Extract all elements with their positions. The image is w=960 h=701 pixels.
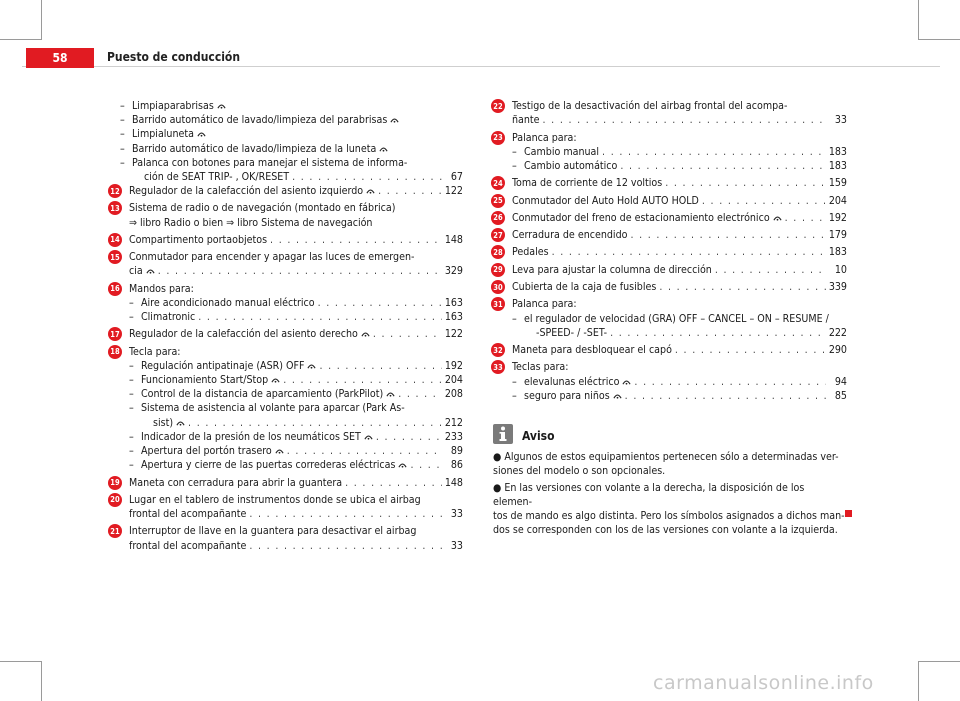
leader-dots — [292, 170, 442, 184]
watermark: carmanualsonline.info — [653, 672, 874, 694]
crop-mark — [0, 39, 42, 40]
crop-mark — [918, 661, 919, 701]
aviso-paragraph — [493, 481, 845, 537]
wiper-icon — [214, 99, 226, 113]
aviso-line: tos de mando es algo distinta. Pero los símbolos asignados a dichos man- — [493, 510, 845, 522]
page-ref[interactable]: 208 — [444, 388, 463, 401]
entry-text: Conmutador para encender y apagar las luces de emergen- — [129, 251, 415, 264]
entry-text: seguro para niños — [524, 389, 610, 402]
entry-text: Compartimento portaobjetos — [129, 233, 268, 246]
entry-line: – Limpiaparabrisas — [132, 99, 463, 113]
callout-number: 22 — [491, 99, 505, 113]
entry-line — [129, 216, 463, 230]
entry-text: Cerradura de encendido — [512, 229, 628, 242]
page-ref[interactable]: 192 — [828, 211, 847, 224]
entry-text: Limpiaparabrisas — [132, 100, 214, 112]
tire-pressure-icon — [361, 430, 373, 444]
entry-text: Teclas para: — [512, 361, 569, 374]
page-ref[interactable]: 163 — [444, 311, 463, 323]
page-ref[interactable]: 122 — [444, 328, 463, 341]
entry-line — [512, 176, 847, 190]
entry-text: cia — [129, 265, 143, 278]
entry-line: – Palanca con botones para manejar el sistema de informa- — [120, 156, 408, 169]
page-ref[interactable]: 204 — [444, 374, 463, 386]
entry-line — [512, 113, 847, 127]
callout-number: 25 — [491, 194, 505, 208]
washer-icon — [387, 113, 399, 127]
leader-dots — [634, 375, 826, 389]
entry-text: Cambio manual — [524, 145, 600, 158]
entry-text: Maneta para desbloquear el capó — [512, 344, 672, 356]
asr-icon — [304, 359, 316, 373]
entry-line: – Cambio automático . . . 183 — [524, 159, 847, 173]
entry-text: Palanca con botones para manejar el sistema de informa- — [132, 156, 408, 169]
crop-mark — [918, 0, 919, 40]
leader-dots — [702, 194, 826, 208]
leader-dots — [158, 264, 442, 278]
entry-text: frontal del acompañante — [129, 508, 247, 520]
leader-dots — [283, 373, 442, 387]
entry-text: Apertura del portón trasero — [141, 445, 272, 457]
page-title: Puesto de conducción — [107, 50, 241, 64]
entry-line — [129, 345, 463, 359]
entry-text: Climatronic — [141, 311, 196, 323]
entry-text: Conmutador del Auto Hold AUTO HOLD — [512, 194, 699, 207]
callout-number: 30 — [491, 280, 505, 294]
callout-number: 31 — [491, 297, 505, 311]
page-ref[interactable]: 67 — [450, 171, 463, 183]
callout-number: 32 — [491, 343, 505, 357]
leader-dots — [398, 387, 442, 401]
page-number: 58 — [26, 48, 94, 68]
page-ref[interactable]: 159 — [828, 177, 847, 190]
info-icon — [493, 424, 513, 444]
rear-washer-icon — [376, 142, 388, 156]
entry-line — [129, 250, 463, 264]
sliding-door-icon — [395, 458, 407, 472]
entry-line: – Funcionamiento Start/Stop . . . 204 — [141, 373, 463, 387]
entry-text: sist) — [153, 416, 174, 429]
entry-line — [512, 131, 847, 145]
page-ref[interactable]: 233 — [444, 430, 463, 443]
callout-number: 33 — [491, 360, 505, 374]
leader-dots — [543, 113, 826, 127]
entry-line: – el regulador de velocidad (GRA) OFF – CANCEL – ON – RESUME / — [512, 312, 829, 325]
leader-dots — [270, 233, 442, 247]
callout-number: 29 — [491, 263, 505, 277]
entry-text: Maneta con cerradura para abrir la guantera — [129, 476, 343, 489]
entry-line — [536, 326, 847, 340]
leader-dots — [630, 228, 825, 242]
entry-line — [129, 264, 463, 278]
entry-line — [129, 233, 463, 247]
parking-brake-icon — [770, 211, 782, 225]
leader-dots — [785, 211, 826, 225]
entry-line: – Barrido automático de lavado/limpieza del parabrisas — [132, 113, 463, 127]
callout-number: 16 — [108, 282, 122, 296]
leader-dots — [345, 476, 442, 490]
entry-text: Conmutador del freno de estacionamiento electrónico — [512, 211, 770, 224]
page-ref[interactable]: 290 — [828, 344, 847, 356]
entry-text: Cambio automático — [524, 159, 618, 172]
leader-dots — [659, 280, 825, 294]
entry-line — [512, 194, 847, 208]
entry-line — [129, 327, 463, 341]
callout-number: 26 — [491, 211, 505, 225]
entry-text: Pedales — [512, 246, 549, 259]
entry-text: Regulador de la calefacción del asiento izquierdo — [129, 185, 364, 197]
leader-dots — [625, 389, 826, 403]
leader-dots — [373, 327, 442, 341]
aviso-paragraph — [493, 450, 845, 478]
entry-line — [129, 524, 463, 538]
page-ref[interactable]: 85 — [834, 389, 847, 402]
entry-text: Palanca para: — [512, 298, 577, 311]
entry-line — [129, 201, 463, 215]
aviso-line: dos se corresponden con los de las versiones con volante a la izquierda. — [493, 524, 838, 536]
page-ref[interactable]: 33 — [450, 508, 463, 520]
callout-number: 19 — [108, 476, 122, 490]
entry-text: Limpialuneta — [132, 128, 194, 141]
entry-text: el regulador de velocidad (GRA) OFF – CANCEL – ON – RESUME / — [524, 312, 829, 325]
page-ref[interactable]: 183 — [828, 246, 847, 259]
callout-number: 17 — [108, 327, 122, 341]
leader-dots — [602, 145, 826, 159]
entry-text: Leva para ajustar la columna de dirección — [512, 263, 712, 276]
leader-dots — [376, 430, 442, 444]
callout-number: 15 — [108, 250, 122, 264]
entry-line: – Apertura y cierre de las puertas correderas eléctricas . . . 86 — [141, 458, 463, 472]
leader-dots — [552, 245, 826, 259]
callout-number: 18 — [108, 345, 122, 359]
page-ref[interactable]: 33 — [834, 114, 847, 127]
entry-line: – Apertura del portón trasero . . . 89 — [141, 444, 463, 458]
entry-text: elevalunas eléctrico — [524, 375, 620, 388]
entry-line — [512, 263, 847, 277]
entry-line: – Barrido automático de lavado/limpieza de la luneta — [132, 142, 463, 156]
entry-text: ción de SEAT TRIP- , OK/RESET — [144, 171, 290, 183]
entry-line — [512, 211, 847, 225]
aviso-title: Aviso — [522, 429, 555, 443]
leader-dots — [410, 458, 442, 472]
entry-line — [129, 539, 463, 553]
entry-line — [129, 184, 463, 198]
entry-text: Aire acondicionado manual eléctrico — [141, 296, 315, 309]
page-ref[interactable]: 163 — [444, 296, 463, 309]
page-ref[interactable]: 122 — [444, 185, 463, 197]
entry-text: -SPEED- / -SET- — [536, 326, 608, 339]
page-ref[interactable]: 86 — [450, 459, 463, 472]
entry-line — [129, 493, 463, 507]
entry-line — [512, 297, 847, 311]
page-ref[interactable]: 329 — [444, 265, 463, 278]
entry-text: Cubierta de la caja de fusibles — [512, 281, 657, 293]
entry-line: – Sistema de asistencia al volante para aparcar (Park As- — [129, 402, 405, 415]
leader-dots — [319, 359, 441, 373]
entry-text: Barrido automático de lavado/limpieza de la luneta — [132, 142, 377, 155]
page-ref[interactable]: 33 — [450, 539, 463, 552]
page-ref[interactable]: 10 — [834, 263, 847, 276]
leader-dots — [610, 326, 826, 340]
entry-text: Tecla para: — [129, 345, 181, 358]
page-ref[interactable]: 94 — [834, 375, 847, 388]
page-ref[interactable]: 179 — [828, 229, 847, 242]
leader-dots — [287, 444, 442, 458]
child-lock-icon — [610, 389, 622, 403]
rear-wiper-icon — [194, 127, 206, 141]
leader-dots — [715, 263, 826, 277]
page-ref[interactable]: 222 — [828, 326, 847, 339]
entry-text: ⇒ libro Radio o bien ⇒ libro Sistema de navegación — [129, 216, 373, 229]
page-ref[interactable]: 204 — [828, 194, 847, 207]
callout-number: 24 — [491, 176, 505, 190]
tailgate-icon — [272, 444, 284, 458]
entry-text: Toma de corriente de 12 voltios — [512, 177, 663, 190]
entry-line — [512, 280, 847, 294]
callout-number: 21 — [108, 524, 122, 538]
entry-line: – Regulación antipatinaje (ASR) OFF . . . 192 — [141, 359, 463, 373]
entry-line — [512, 228, 847, 242]
entry-line — [144, 170, 463, 184]
parkpilot-icon — [383, 387, 395, 401]
crop-mark — [0, 661, 42, 662]
entry-text: Barrido automático de lavado/limpieza del parabrisas — [132, 114, 388, 127]
start-stop-icon — [268, 373, 280, 387]
entry-text: Control de la distancia de aparcamiento (ParkPilot) — [141, 388, 384, 401]
entry-text: Apertura y cierre de las puertas correderas eléctricas — [141, 459, 396, 472]
page-ref[interactable]: 212 — [444, 416, 463, 429]
entry-line: – Climatronic . . . 163 — [141, 310, 463, 324]
entry-text: Interruptor de llave en la guantera para desactivar el airbag — [129, 525, 417, 538]
crop-mark — [918, 661, 960, 662]
seat-heat-icon — [363, 184, 375, 198]
entry-text: ñante — [512, 114, 540, 127]
entry-text: Indicador de la presión de los neumáticos SET — [141, 430, 361, 443]
entry-line: – seguro para niños . . . 85 — [524, 389, 847, 403]
window-icon — [619, 375, 631, 389]
leader-dots — [675, 343, 826, 357]
entry-line: – Cambio manual . . . 183 — [524, 145, 847, 159]
entry-text: Lugar en el tablero de instrumentos donde se ubica el airbag — [129, 493, 421, 506]
page-ref[interactable]: 148 — [444, 233, 463, 246]
entry-text: Regulador de la calefacción del asiento derecho — [129, 328, 358, 341]
entry-text: Sistema de asistencia al volante para aparcar (Park As- — [141, 402, 405, 415]
page-ref[interactable]: 192 — [444, 359, 463, 372]
entry-line: – Indicador de la presión de los neumáticos SET . . . 233 — [141, 430, 463, 444]
leader-dots — [620, 159, 825, 173]
entry-line: – Limpialuneta — [132, 127, 463, 141]
entry-line — [512, 245, 847, 259]
entry-text: frontal del acompañante — [129, 539, 247, 552]
crop-mark — [41, 661, 42, 701]
leader-dots — [665, 176, 826, 190]
section-end-mark — [845, 510, 852, 517]
hazard-icon — [143, 264, 155, 278]
entry-text: Sistema de radio o de navegación (montado en fábrica) — [129, 202, 396, 215]
callout-number: 12 — [108, 184, 122, 198]
entry-text: Funcionamiento Start/Stop — [141, 374, 269, 386]
callout-number: 23 — [491, 131, 505, 145]
callout-number: 14 — [108, 233, 122, 247]
leader-dots — [378, 184, 442, 198]
entry-line — [153, 416, 463, 430]
entry-line: – Control de la distancia de aparcamiento (ParkPilot) . . . 208 — [141, 387, 463, 401]
leader-dots — [249, 539, 442, 553]
leader-dots — [198, 310, 442, 324]
page-ref[interactable]: 183 — [828, 159, 847, 172]
entry-line — [129, 507, 463, 521]
crop-mark — [918, 39, 960, 40]
entry-line — [129, 282, 463, 296]
entry-line — [512, 360, 847, 374]
entry-text: Regulación antipatinaje (ASR) OFF — [141, 359, 305, 372]
park-assist-icon — [173, 416, 185, 430]
entry-line — [512, 343, 847, 357]
callout-number: 20 — [108, 493, 122, 507]
entry-line: – elevalunas eléctrico . . . 94 — [524, 375, 847, 389]
entry-text: Testigo de la desactivación del airbag frontal del acompa- — [512, 100, 788, 112]
entry-text: Palanca para: — [512, 131, 577, 144]
page-ref[interactable]: 183 — [828, 145, 847, 158]
entry-line — [512, 99, 847, 113]
callout-number: 28 — [491, 245, 505, 259]
seat-heat-icon — [358, 327, 370, 341]
leader-dots — [249, 507, 442, 521]
page-ref[interactable]: 89 — [450, 445, 463, 457]
page-ref[interactable]: 339 — [828, 281, 847, 293]
callout-number: 13 — [108, 201, 122, 215]
entry-line: – Aire acondicionado manual eléctrico . . . 163 — [141, 296, 463, 310]
entry-text: Mandos para: — [129, 282, 194, 295]
crop-mark — [41, 0, 42, 40]
aviso-line: ● Algunos de estos equipamientos pertenecen sólo a determinadas ver- — [493, 451, 839, 463]
aviso-line: ● En las versiones con volante a la derecha, la disposición de los elemen- — [493, 482, 805, 508]
leader-dots — [188, 416, 442, 430]
entry-line — [129, 476, 463, 490]
aviso-line: siones del modelo o son opcionales. — [493, 465, 666, 477]
callout-number: 27 — [491, 228, 505, 242]
page-ref[interactable]: 148 — [444, 476, 463, 489]
leader-dots — [318, 296, 442, 310]
